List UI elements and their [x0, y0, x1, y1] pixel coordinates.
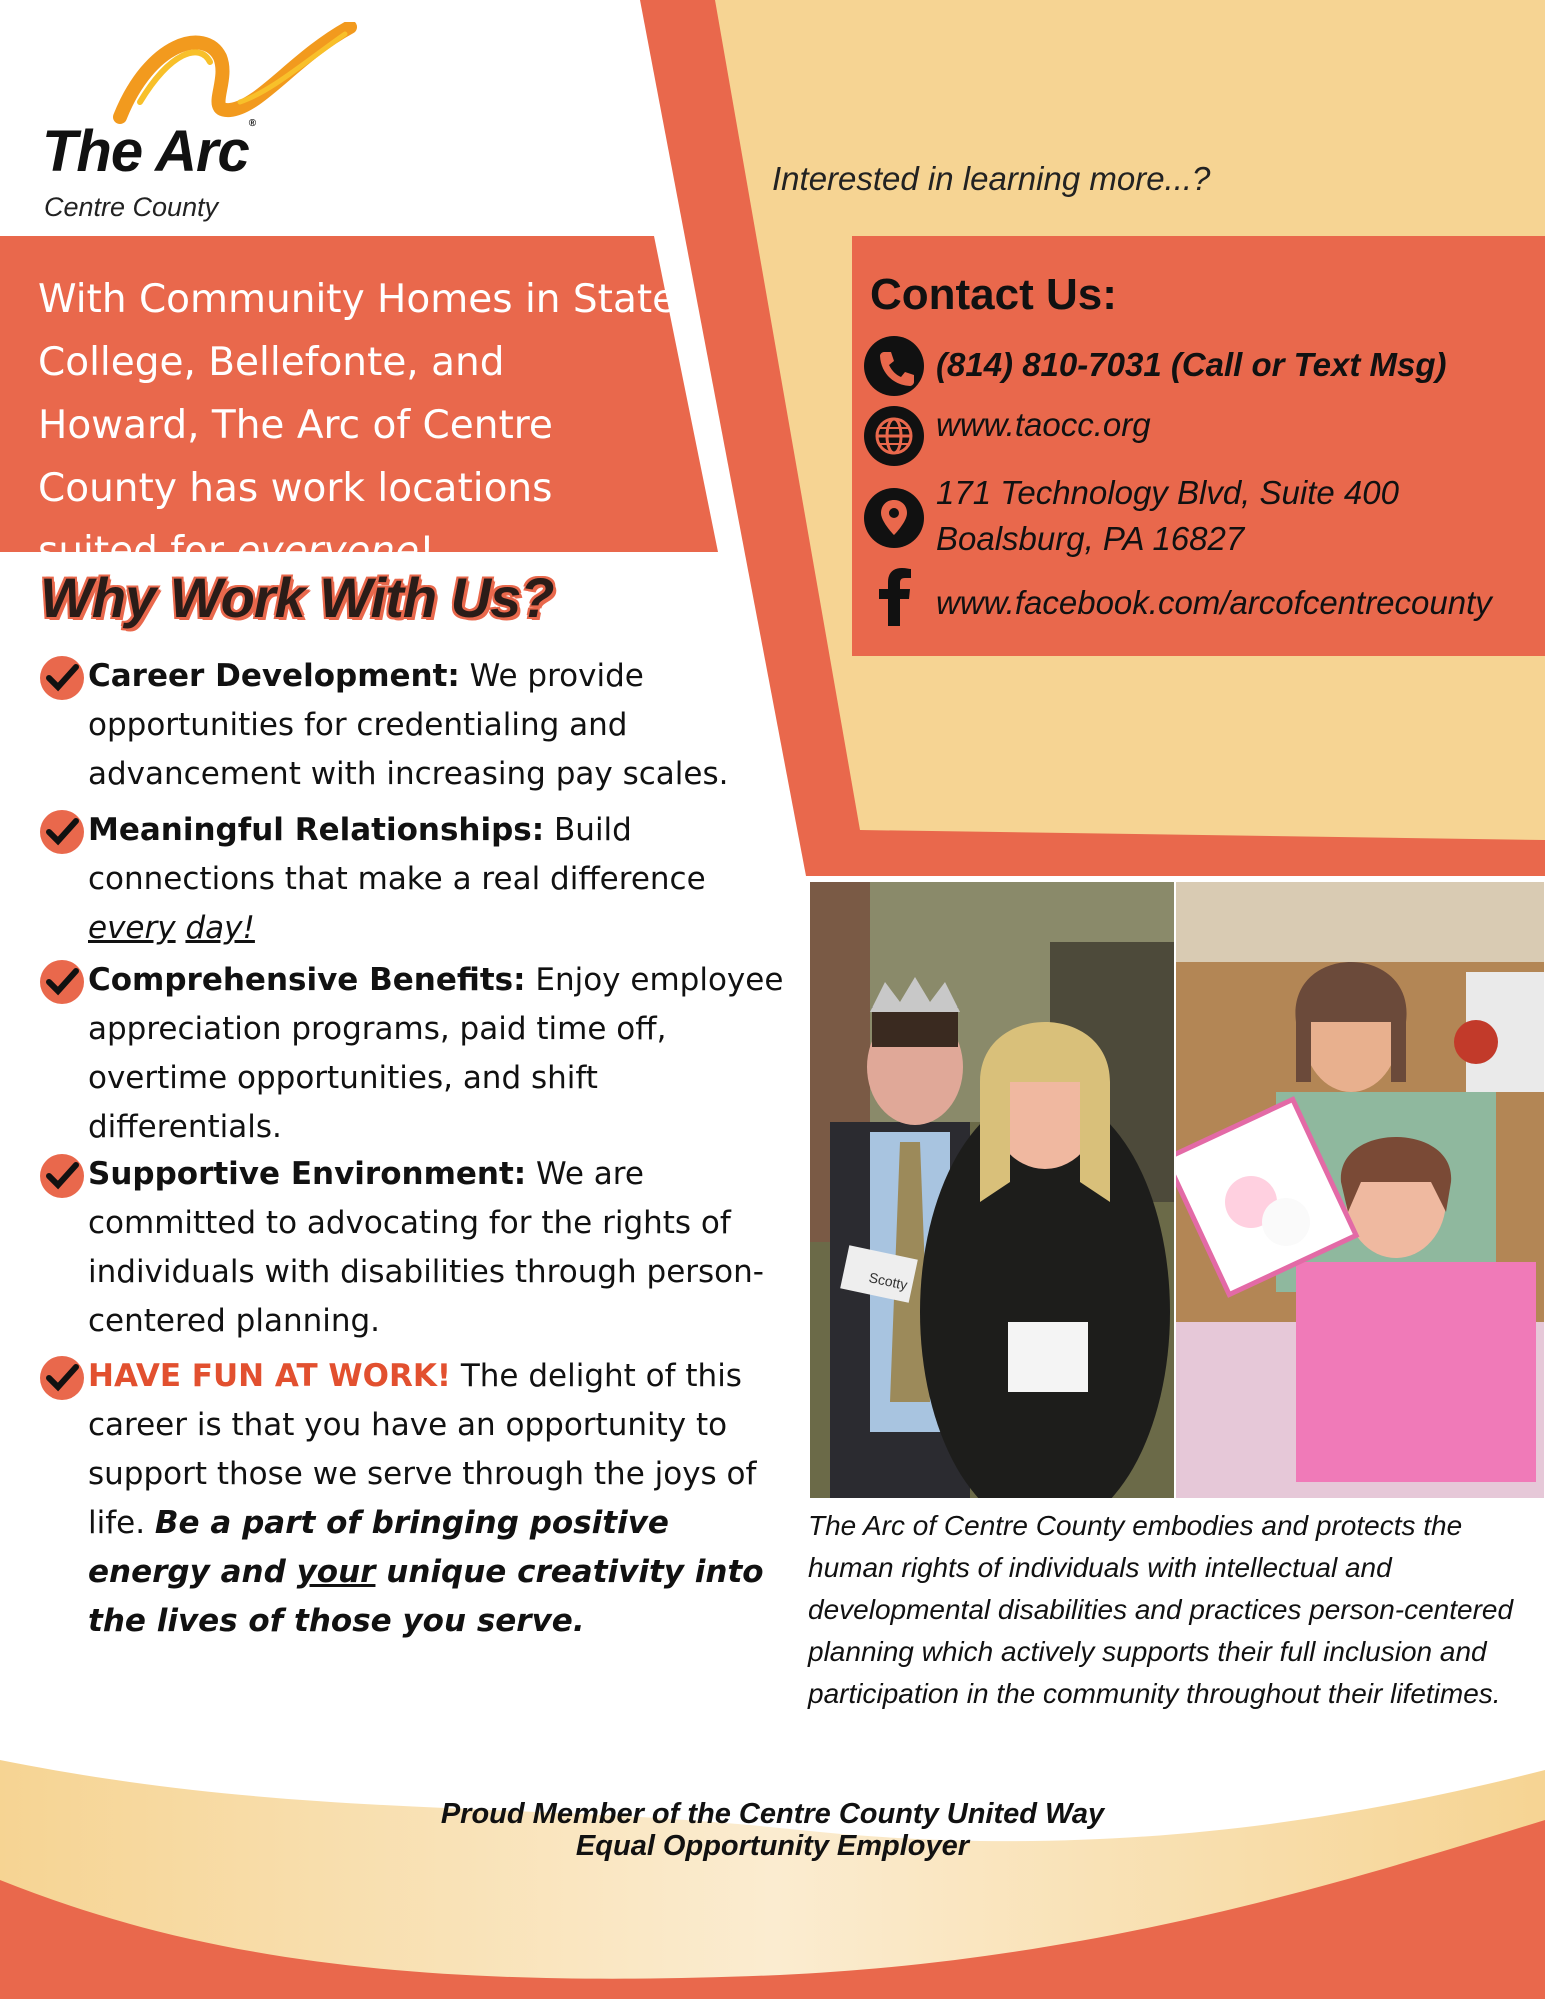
- contact-title: Contact Us:: [870, 270, 1117, 319]
- bullet-underline-every: every: [88, 910, 176, 946]
- bullet-relationships: [38, 806, 798, 953]
- checkmark-icon: [38, 958, 86, 1006]
- checkmark-icon: [38, 808, 86, 856]
- name-badge-text: Scotty: [867, 1269, 909, 1293]
- arc-logo-mark: [110, 22, 360, 132]
- facebook-icon: [878, 566, 912, 626]
- photo-caption: The Arc of Centre County embodies and protects the human rights of individuals with intellectual and developmental disabilities and practices person-centered planning which actively supports their full inclusion and participation in the community throughout their lifetimes.: [808, 1510, 1514, 1709]
- contact-address-line1: 171 Technology Blvd, Suite 400: [936, 474, 1399, 511]
- checkmark-icon: [38, 1152, 86, 1200]
- bullet-emphasis-your: your: [296, 1554, 376, 1590]
- globe-icon: [864, 406, 924, 466]
- logo-title: [42, 118, 255, 185]
- bullet-environment: [38, 1150, 798, 1346]
- bullet-text: Build connections that make a real difference: [88, 812, 706, 897]
- phone-icon: [864, 336, 924, 396]
- intro-paragraph: [38, 268, 678, 583]
- bullet-emphasis-2: unique creativity into the lives of those you serve.: [88, 1554, 764, 1639]
- bullet-fun: [38, 1352, 798, 1646]
- bullet-label-fun: HAVE FUN AT WORK!: [88, 1358, 451, 1394]
- contact-facebook[interactable]: www.facebook.com/arcofcentrecounty: [936, 584, 1492, 621]
- bullet-label: Comprehensive Benefits:: [88, 962, 526, 998]
- intro-text: With Community Homes in State College, Bellefonte, and Howard, The Arc of Centre County has work locations suited for: [38, 277, 677, 574]
- footer-united-way: Proud Member of the Centre County United Way: [440, 1798, 1105, 1830]
- bullet-emphasis-1: Be a part of bringing positive energy and: [88, 1505, 669, 1590]
- bullet-benefits: [38, 956, 798, 1152]
- bullet-text: The delight of this career is that you have an opportunity to support those we serve through the joys of life.: [88, 1358, 757, 1541]
- checkmark-icon: [38, 654, 86, 702]
- bullet-text: We provide opportunities for credentialing and advancement with increasing pay scales.: [88, 658, 729, 792]
- interested-prompt: Interested in learning more...?: [772, 160, 1211, 197]
- checkmark-icon: [38, 1354, 86, 1402]
- bullet-underline-day: day!: [185, 910, 255, 946]
- why-heading: Why Work With Us?: [40, 566, 554, 629]
- bullet-career: [38, 652, 798, 799]
- intro-end: !: [419, 529, 435, 574]
- bullet-text: Enjoy employee appreciation programs, paid time off, overtime opportunities, and shift differentials.: [88, 962, 784, 1145]
- logo-title-text: The Arc: [42, 119, 249, 184]
- bullet-label: Career Development:: [88, 658, 460, 694]
- bullet-text: We are committed to advocating for the rights of individuals with disabilities through person-centered planning.: [88, 1156, 764, 1339]
- footer-equal-opportunity: Equal Opportunity Employer: [575, 1830, 970, 1862]
- staff-photo-left: [810, 882, 1174, 1498]
- bullet-label: Supportive Environment:: [88, 1156, 527, 1192]
- contact-address-line2: Boalsburg, PA 16827: [936, 520, 1245, 557]
- location-pin-icon: [864, 488, 924, 548]
- contact-phone[interactable]: (814) 810-7031 (Call or Text Msg): [936, 346, 1447, 383]
- registered-mark: ®: [248, 118, 256, 129]
- intro-emphasis: everyone: [236, 529, 420, 574]
- logo-subtitle: Centre County: [44, 192, 219, 222]
- contact-website[interactable]: www.taocc.org: [936, 406, 1151, 443]
- bullet-label: Meaningful Relationships:: [88, 812, 545, 848]
- staff-photo-right: [1176, 882, 1544, 1498]
